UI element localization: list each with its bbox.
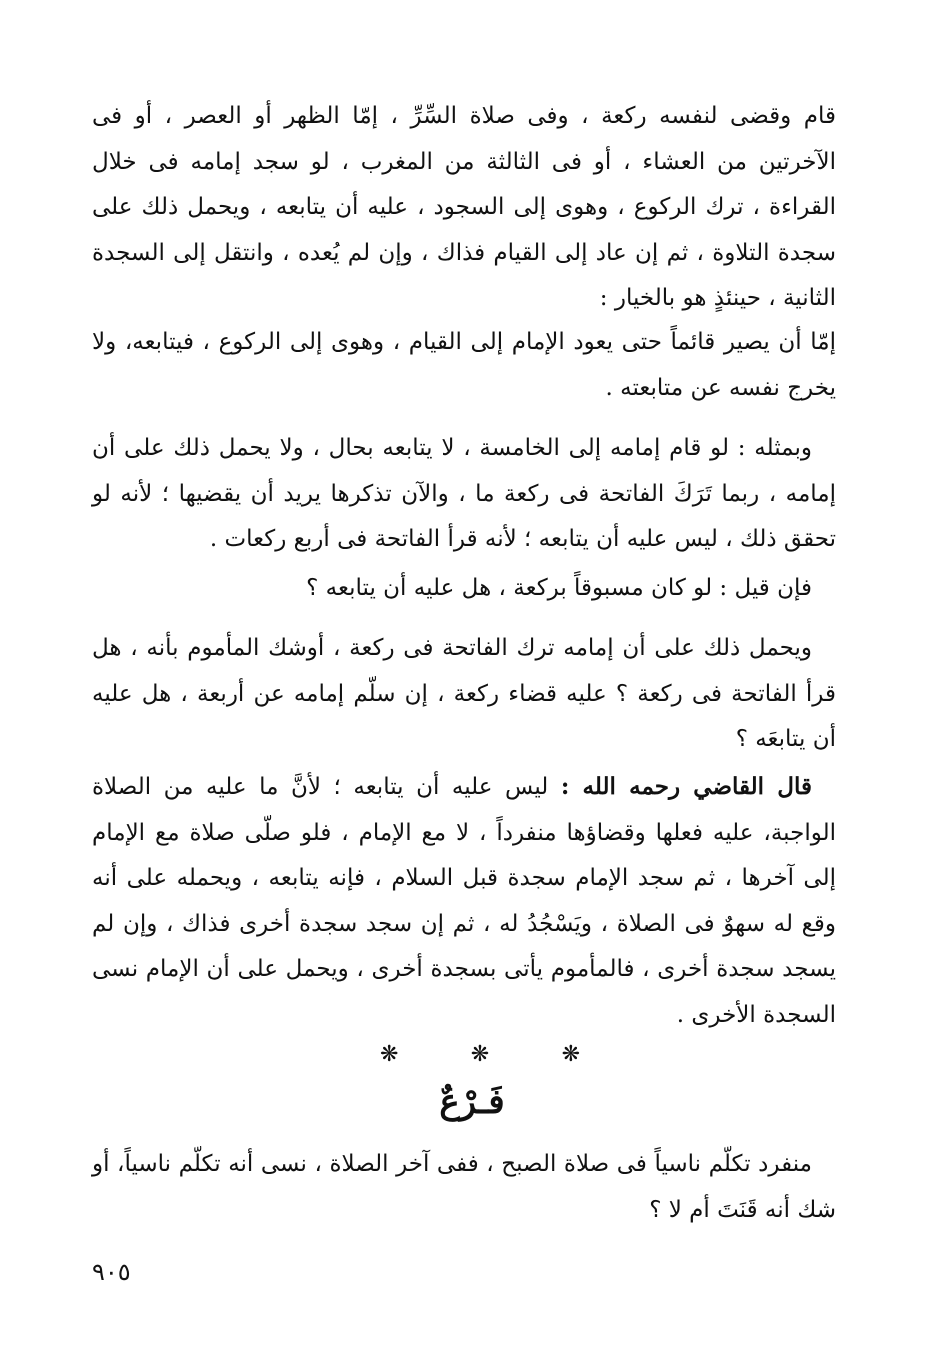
page-number: ٩٠٥ (92, 1258, 131, 1286)
star-ornament-icon: ❋ (470, 1042, 490, 1067)
star-ornament-icon: ❋ (561, 1042, 580, 1067)
section-separator (380, 1042, 580, 1067)
paragraph-text: فإن قيل : لو كان مسبوقاً بركعة ، هل عليه أن يتابعه ؟ (306, 575, 812, 601)
paragraph-text: قام وقضى لنفسه ركعة ، وفى صلاة السِّرِّ ، إمّا الظهر أو العصر ، أو فى الآخرتين من العشاء ، أو فى الثالثة من المغرب ، لو سجد إمامه فى خلال القراءة ، ترك الركوع ، وهوى إلى السجود ، عليه أن يتابعه ، ويحمل ذلك على سجدة التلاوة ، ثم إن عاد إلى القيام فذاك ، وإن لم يُعده ، وانتقل إلى السجدة الثانية ، حينئذٍ هو بالخيار : (92, 103, 836, 311)
paragraph-lead: قال القاضي رحمه الله : (560, 773, 812, 800)
paragraph-text (92, 764, 836, 1038)
paragraph-6 (92, 764, 836, 1038)
paragraph-2 (92, 320, 836, 411)
section-heading: فَـرْعٌ (439, 1082, 505, 1122)
star-ornament-icon: ❋ (380, 1042, 399, 1067)
paragraph-1 (92, 94, 836, 322)
paragraph-text: منفرد تكلّم ناسياً فى صلاة الصبح ، ففى آخر الصلاة ، نسى أنه تكلّم ناسياً، أو شك أنه قَنَتَ أم لا ؟ (92, 1151, 836, 1223)
paragraph-text: وبمثله : لو قام إمامه إلى الخامسة ، لا يتابعه بحال ، ولا يحمل ذلك على أن إمامه ، ربما تَرَكَ الفاتحة فى ركعة ما ، والآن تذكرها يريد أن يقضيها ؛ لأنه لو تحقق ذلك ، ليس عليه أن يتابعه ؛ لأنه قرأ الفاتحة فى أربع ركعات . (92, 435, 836, 552)
paragraph-5 (92, 626, 836, 763)
paragraph-text: إمّا أن يصير قائماً حتى يعود الإمام إلى القيام ، وهوى إلى الركوع ، فيتابعه، ولا يخرج نفسه عن متابعته . (92, 329, 836, 401)
paragraph-body: ليس عليه أن يتابعه ؛ لأنَّ ما عليه من الصلاة الواجبة، عليه فعلها وقضاؤها منفرداً ، لا مع الإمام ، فلو صلّى صلاة مع الإمام إلى آخرها ، ثم سجد الإمام سجدة قبل السلام ، فإنه يتابعه ، ويحمله على أنه وقع له سهوٌ فى الصلاة ، ويَسْجُدُ له ، ثم إن سجد سجدة أخرى فذاك ، وإن لم يسجد سجدة أخرى ، فالمأموم يأتى بسجدة أخرى ، ويحمل على أن الإمام نسى السجدة الأخرى . (92, 774, 836, 1028)
paragraph-7 (92, 1142, 836, 1233)
paragraph-text: ويحمل ذلك على أن إمامه ترك الفاتحة فى ركعة ، أوشك المأموم بأنه ، هل قرأ الفاتحة فى ركعة ؟ عليه قضاء ركعة ، إن سلّم إمامه عن أربعة ، هل عليه أن يتابعَه ؟ (92, 635, 836, 752)
paragraph-3 (92, 426, 836, 563)
paragraph-4 (92, 566, 836, 612)
